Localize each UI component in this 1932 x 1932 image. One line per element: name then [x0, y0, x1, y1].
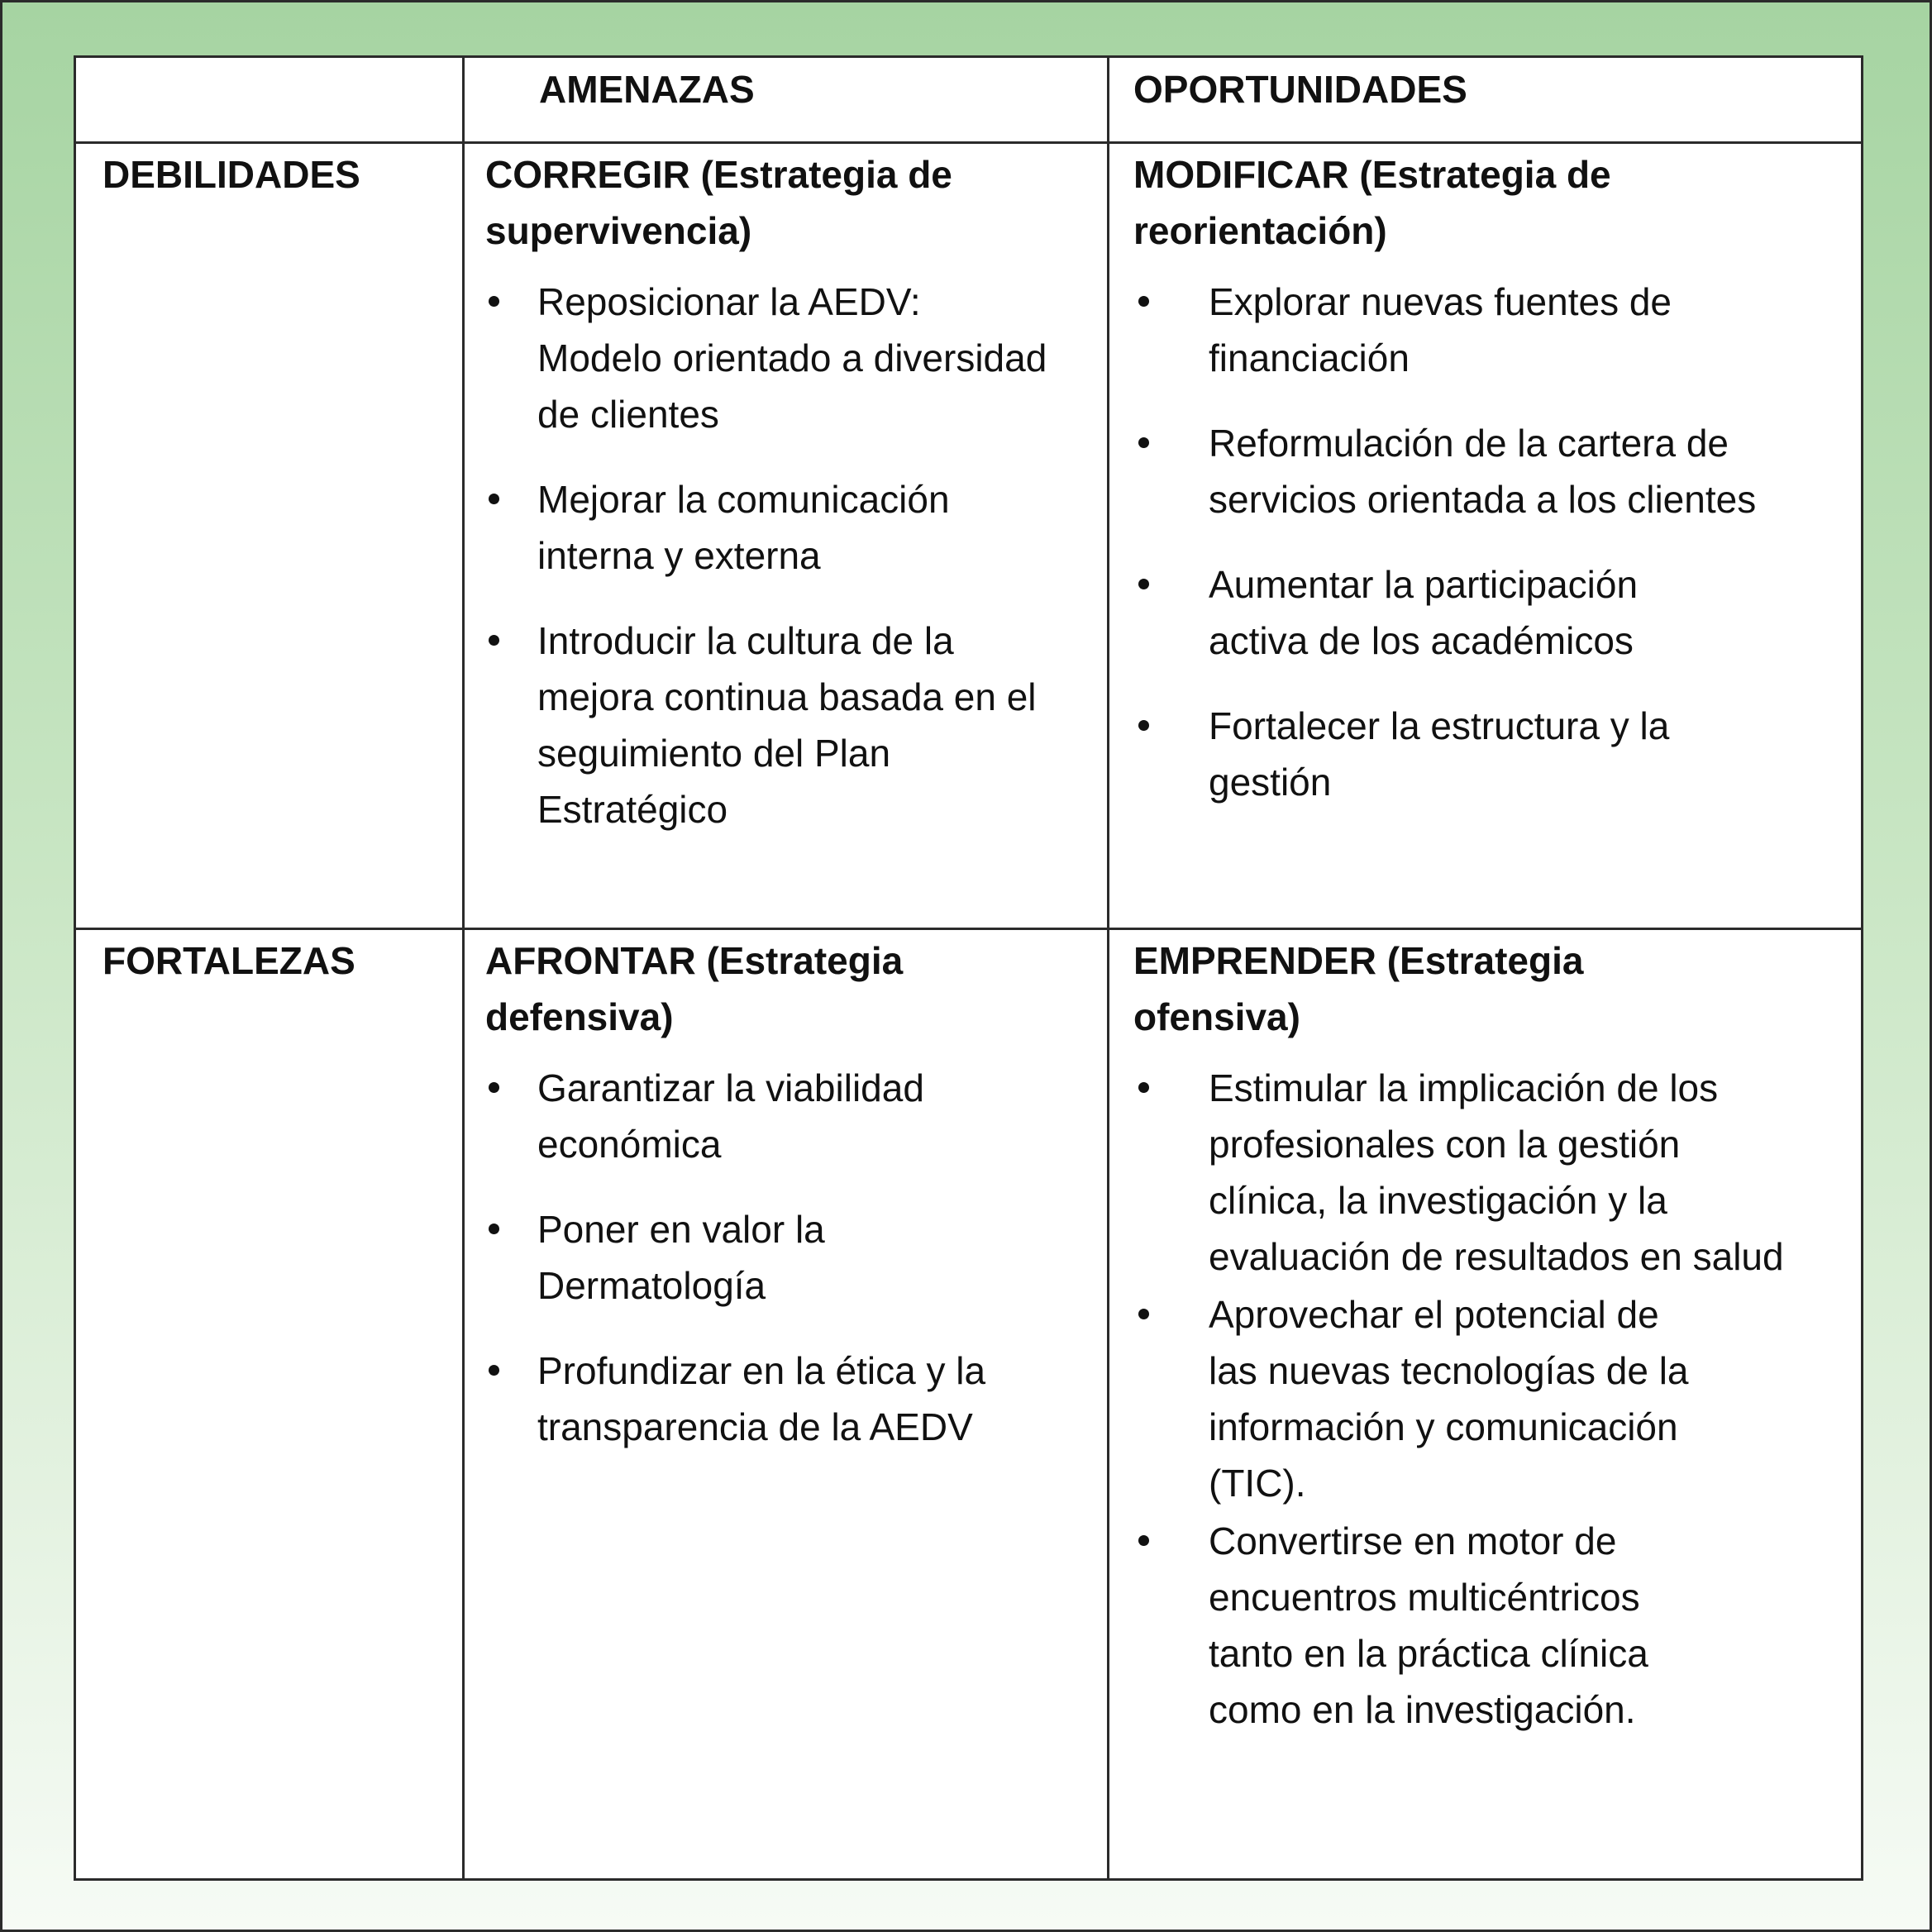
list-item: Reposicionar la AEDV: Modelo orientado a diversidad de clientes — [485, 274, 1056, 442]
row-divider — [76, 141, 1861, 144]
list-item: Aumentar la participación activa de los académicos — [1133, 556, 1738, 669]
strategy-cell-modificar — [1133, 146, 1877, 839]
strategy-list — [485, 274, 1056, 837]
list-item: Convertirse en motor de encuentros multicéntricos tanto en la práctica clínica como en la investigación. — [1133, 1513, 1705, 1738]
swot-matrix-table — [74, 55, 1863, 1881]
column-divider — [1107, 58, 1109, 1878]
strategy-title: AFRONTAR (Estrategia defensiva) — [485, 939, 904, 1038]
row-label-debilidades: DEBILIDADES — [103, 153, 360, 196]
list-item: Poner en valor la Dermatología — [485, 1201, 967, 1314]
list-item: Explorar nuevas fuentes de financiación — [1133, 274, 1738, 386]
strategy-title: CORREGIR (Estrategia de supervivencia) — [485, 153, 952, 252]
list-item: Garantizar la viabilidad económica — [485, 1060, 1033, 1172]
list-item: Aprovechar el potencial de las nuevas tecnologías de la información y comunicación (TIC). — [1133, 1286, 1705, 1511]
strategy-cell-emprender — [1133, 933, 1877, 1739]
list-item: Reformulación de la cartera de servicios orientada a los clientes — [1133, 415, 1837, 527]
header-amenazas: AMENAZAS — [539, 68, 755, 111]
strategy-list — [485, 1060, 1056, 1455]
header-oportunidades: OPORTUNIDADES — [1133, 68, 1467, 111]
strategy-cell-corregir — [485, 146, 1056, 866]
list-item: Mejorar la comunicación interna y externa — [485, 471, 1056, 584]
list-item: Introducir la cultura de la mejora continua basada en el seguimiento del Plan Estratégico — [485, 613, 1056, 837]
header-corner-cell — [76, 58, 462, 141]
strategy-title: MODIFICAR (Estrategia de reorientación) — [1133, 153, 1611, 252]
list-item: Estimular la implicación de los profesionales con la gestión clínica, la investigación y la evaluación de resultados en salud — [1133, 1060, 1787, 1285]
list-item: Profundizar en la ética y la transparencia de la AEDV — [485, 1343, 1056, 1455]
strategy-title: EMPRENDER (Estrategia ofensiva) — [1133, 939, 1584, 1038]
column-divider — [462, 58, 465, 1878]
strategy-list — [1133, 1060, 1877, 1738]
strategy-list — [1133, 274, 1877, 810]
strategy-cell-afrontar — [485, 933, 1056, 1484]
row-divider — [76, 928, 1861, 930]
row-label-fortalezas: FORTALEZAS — [103, 939, 355, 982]
list-item: Fortalecer la estructura y la gestión — [1133, 698, 1738, 810]
